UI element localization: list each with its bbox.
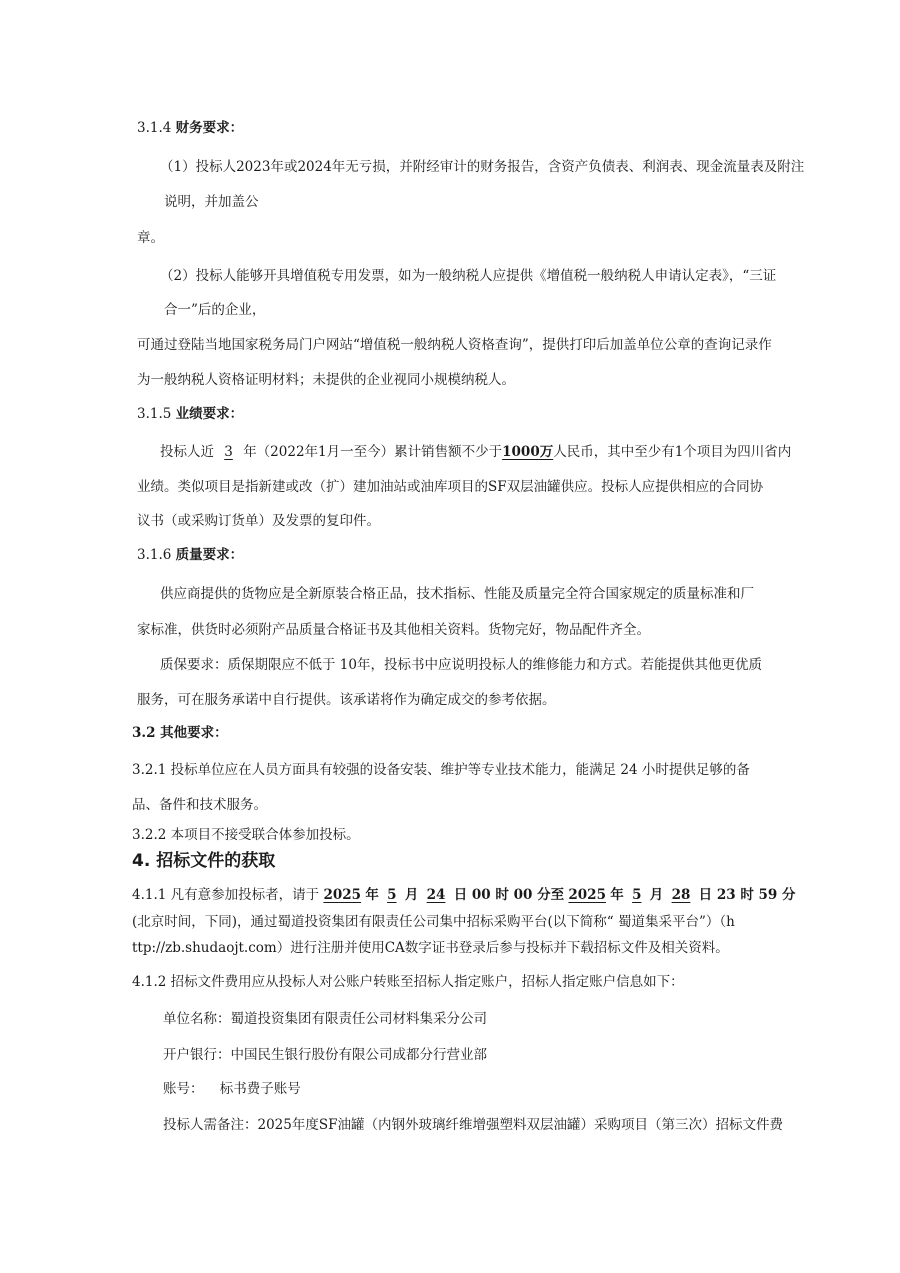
text-run: 人民币，其中至少有1个项目为四川省内 [553,444,792,460]
account-bank-row [163,1045,487,1065]
paragraph-line: 可通过登陆当地国家税务局门户网站“增值税一般纳税人资格查询”，提供打印后加盖单位公章的查询记录作 [137,337,772,353]
paragraph-line: 品、备件和技术服务。 [132,797,267,813]
section-4-heading: 4. 招标文件的获取 [132,851,276,871]
section-3-2-heading: 3.2 其他要求： [132,725,228,741]
text-run: 投标人近 [160,444,214,460]
end-year: 2025 [568,887,606,903]
paragraph-line: 供应商提供的货物应是全新原装合格正品，技术指标、性能及质量完全符合国家规定的质量标准和厂 [160,586,754,602]
field-value: 中国民生银行股份有限公司成都分行营业部 [230,1047,487,1063]
paragraph-line: ttp://zb.shudaojt.com）进行注册并使用CA数字证书登录后参与投标并下载招标文件及相关资料。 [132,940,729,956]
text-run: 月 [404,887,419,903]
text-run: 年 [365,887,379,903]
section-number: 3.1.5 [137,406,172,422]
years-value: 3 [224,444,233,460]
field-value: 蜀道投资集团有限责任公司材料集采分公司 [230,1011,487,1027]
section-3-1-5-heading [137,404,243,424]
paragraph-line: 4.1.2 招标文件费用应从投标人对公账户转账至招标人指定账户，招标人指定账户信息如下： [132,974,684,990]
start-month: 5 [387,887,397,903]
paragraph-line: 章。 [137,230,164,246]
section-title: 业绩要求： [175,406,244,422]
section-number: 3.1.4 [137,120,172,136]
paragraph-line: 家标准，供货时必须附产品质量合格证书及其他相关资料。货物完好，物品配件齐全。 [137,622,650,638]
text-run: 月 [649,887,664,903]
paragraph-line: （1）投标人2023年或2024年无亏损，并附经审计的财务报告，含资产负债表、利润表、现金流量表及附注 [160,159,805,175]
text-run: 年 [610,887,624,903]
end-day: 28 [671,887,691,903]
paragraph-line: 投标人需备注：2025年度SF油罐（内钢外玻璃纤维增强塑料双层油罐）采购项目（第三次）招标文件费 [163,1117,783,1133]
field-label: 单位名称： [163,1011,231,1027]
paragraph-line: 3.2.2 本项目不接受联合体参加投标。 [132,827,360,843]
paragraph-line: 说明，并加盖公 [164,194,259,210]
text-run: 4.1.1 凡有意参加投标者，请于 [132,887,320,903]
text-run: 年（2022年1月一至今）累计销售额不少于 [243,444,503,460]
start-day: 24 [426,887,446,903]
paragraph-line: (北京时间，下同)，通过蜀道投资集团有限责任公司集中招标采购平台(以下简称“ 蜀道集采平台”）（h [132,914,735,930]
start-year: 2025 [323,887,362,903]
paragraph-line: 议书（或采购订货单）及发票的复印件。 [137,513,380,529]
paragraph-line: 为一般纳税人资格证明材料；未提供的企业视同小规模纳税人。 [137,372,515,388]
section-title: 质量要求： [175,547,244,563]
field-label: 开户银行： [163,1047,231,1063]
section-3-1-4-heading [137,118,243,138]
paragraph-line: 3.2.1 投标单位应在人员方面具有较强的设备安装、维护等专业技术能力，能满足 24 小时提供足够的备 [132,762,750,778]
paragraph-line: 业绩。类似项目是指新建或改（扩）建加油站或油库项目的SF双层油罐供应。投标人应提供相应的合同协 [137,479,764,495]
section-number: 3.1.6 [137,547,172,563]
paragraph-line: （2）投标人能够开具增值税专用发票，如为一般纳税人应提供《增值税一般纳税人申请认定表》，“三证 [160,268,777,284]
amount-value: 1000万 [502,444,554,460]
text-run: 日 00 时 00 分至 [453,887,565,903]
paragraph-line: 质保要求：质保期限应不低于 10年，投标书中应说明投标人的维修能力和方式。若能提供其他更优质 [160,657,762,673]
paragraph-line: 服务，可在服务承诺中自行提供。该承诺将作为确定成交的参考依据。 [137,692,556,708]
paragraph-line [160,442,791,462]
paragraph-line [132,885,796,905]
account-number-row [163,1079,301,1099]
account-unit-row [163,1009,487,1029]
section-title: 财务要求： [175,120,244,136]
field-label: 账号： [163,1081,204,1097]
end-month: 5 [632,887,642,903]
text-run: 日 23 时 59 分 [698,887,796,903]
paragraph-line: 合一”后的企业， [164,302,266,318]
field-value: 标书费子账号 [219,1081,301,1097]
section-3-1-6-heading [137,545,243,565]
